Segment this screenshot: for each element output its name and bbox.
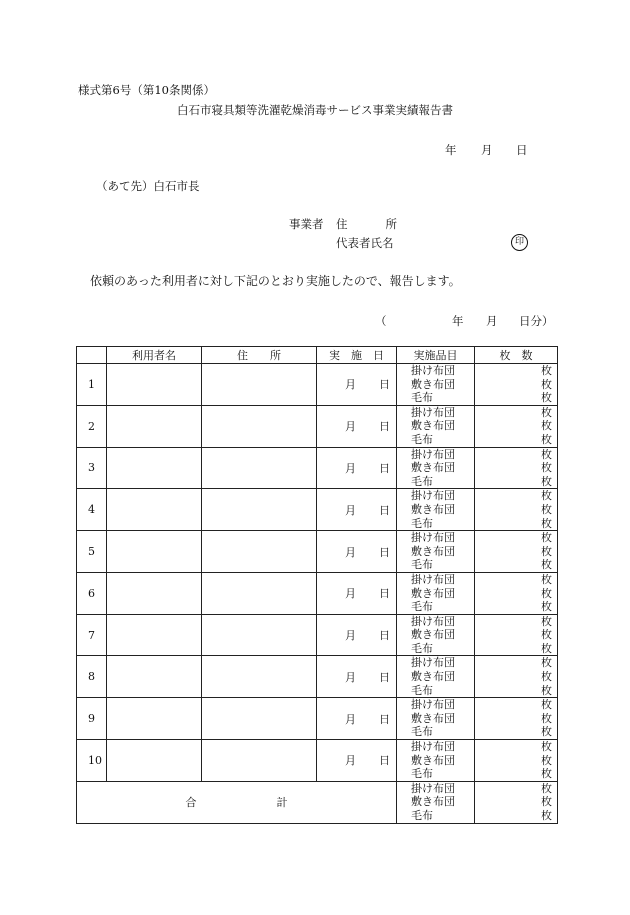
item-comforter: 掛け布団 [411, 740, 455, 754]
address-cell[interactable] [202, 740, 317, 782]
count-unit: 枚 [541, 586, 552, 600]
items-cell [397, 614, 475, 656]
date-day-label: 日 [516, 143, 528, 157]
day-label: 日 [379, 754, 390, 768]
item-comforter: 掛け布団 [411, 656, 455, 670]
row-number: 3 [77, 447, 107, 489]
count-unit: 枚 [541, 767, 552, 781]
address-cell[interactable] [202, 447, 317, 489]
address-cell[interactable] [202, 489, 317, 531]
item-blanket: 毛布 [411, 558, 433, 572]
date-cell[interactable] [317, 614, 397, 656]
day-label: 日 [379, 712, 390, 726]
row-number: 2 [77, 405, 107, 447]
col-header-date: 実 施 日 [317, 347, 397, 364]
item-comforter: 掛け布団 [411, 698, 455, 712]
address-cell[interactable] [202, 698, 317, 740]
table-row [77, 405, 558, 447]
item-comforter: 掛け布団 [411, 614, 455, 628]
item-comforter: 掛け布団 [411, 447, 455, 461]
col-header-count: 枚 数 [475, 347, 558, 364]
address-cell[interactable] [202, 572, 317, 614]
count-cell[interactable] [475, 781, 558, 823]
user-name-cell[interactable] [107, 740, 202, 782]
table-row [77, 489, 558, 531]
total-label [77, 781, 397, 823]
items-cell [397, 364, 475, 406]
count-cell[interactable] [475, 740, 558, 782]
count-unit: 枚 [541, 781, 552, 795]
count-cell[interactable] [475, 656, 558, 698]
item-blanket: 毛布 [411, 809, 433, 822]
item-comforter: 掛け布団 [411, 531, 455, 545]
item-mattress: 敷き布団 [411, 419, 455, 433]
item-comforter: 掛け布団 [411, 572, 455, 586]
intro-text: 依頼のあった利用者に対し下記のとおり実施したので、報告します。 [90, 274, 461, 288]
item-mattress: 敷き布団 [411, 711, 455, 725]
user-name-cell[interactable] [107, 447, 202, 489]
period-open: （ [375, 314, 387, 328]
count-unit: 枚 [541, 377, 552, 391]
day-label: 日 [379, 420, 390, 434]
item-comforter: 掛け布団 [411, 364, 455, 377]
count-unit: 枚 [541, 641, 552, 655]
day-label: 日 [379, 587, 390, 601]
month-label: 月 [345, 670, 356, 684]
business-address-label [336, 218, 397, 232]
day-label: 日 [379, 629, 390, 643]
count-unit: 枚 [541, 711, 552, 725]
count-cell[interactable] [475, 447, 558, 489]
count-unit: 枚 [541, 614, 552, 628]
count-unit: 枚 [541, 461, 552, 475]
month-label: 月 [345, 461, 356, 475]
count-unit: 枚 [541, 489, 552, 503]
count-unit: 枚 [541, 698, 552, 712]
item-comforter: 掛け布団 [411, 781, 455, 795]
count-unit: 枚 [541, 516, 552, 530]
day-label: 日 [379, 378, 390, 392]
count-unit: 枚 [541, 600, 552, 614]
date-year-label: 年 [445, 143, 457, 157]
items-cell [397, 489, 475, 531]
month-label: 月 [345, 587, 356, 601]
user-name-cell[interactable] [107, 405, 202, 447]
count-unit: 枚 [541, 558, 552, 572]
item-blanket: 毛布 [411, 725, 433, 739]
row-number: 4 [77, 489, 107, 531]
user-name-cell[interactable] [107, 656, 202, 698]
address-cell[interactable] [202, 405, 317, 447]
item-mattress: 敷き布団 [411, 670, 455, 684]
count-unit: 枚 [541, 531, 552, 545]
total-row [77, 781, 558, 823]
item-comforter: 掛け布団 [411, 489, 455, 503]
count-unit: 枚 [541, 419, 552, 433]
item-blanket: 毛布 [411, 683, 433, 697]
addressee: （あて先）白石市長 [96, 179, 200, 193]
month-label: 月 [345, 629, 356, 643]
item-blanket: 毛布 [411, 391, 433, 405]
count-unit: 枚 [541, 447, 552, 461]
period-month-label: 月 [486, 314, 498, 328]
item-blanket: 毛布 [411, 516, 433, 530]
row-number: 5 [77, 531, 107, 573]
user-name-cell[interactable] [107, 489, 202, 531]
col-header-address: 住 所 [202, 347, 317, 364]
table-row [77, 364, 558, 406]
day-label: 日 [379, 503, 390, 517]
count-unit: 枚 [541, 364, 552, 377]
count-unit: 枚 [541, 405, 552, 419]
month-label: 月 [345, 378, 356, 392]
col-header-user-name: 利用者名 [107, 347, 202, 364]
item-comforter: 掛け布団 [411, 405, 455, 419]
date-cell[interactable] [317, 572, 397, 614]
user-name-cell[interactable] [107, 572, 202, 614]
count-unit: 枚 [541, 474, 552, 488]
row-number: 7 [77, 614, 107, 656]
address-cell[interactable] [202, 531, 317, 573]
row-number: 1 [77, 364, 107, 406]
representative-label: 代表者氏名 [336, 236, 394, 250]
total-label-a: 合 [185, 796, 197, 810]
count-cell[interactable] [475, 698, 558, 740]
col-header-number [77, 347, 107, 364]
row-number: 6 [77, 572, 107, 614]
table-row [77, 447, 558, 489]
row-number: 10 [77, 740, 107, 782]
col-header-items: 実施品目 [397, 347, 475, 364]
items-cell [397, 531, 475, 573]
address-label-2: 所 [385, 217, 397, 231]
count-unit: 枚 [541, 432, 552, 446]
date-cell[interactable] [317, 531, 397, 573]
count-unit: 枚 [541, 544, 552, 558]
total-label-b: 計 [276, 796, 288, 810]
items-cell [397, 781, 475, 823]
document-title: 白石市寝具類等洗濯乾燥消毒サービス事業実績報告書 [177, 103, 453, 117]
count-unit: 枚 [541, 795, 552, 809]
count-unit: 枚 [541, 572, 552, 586]
items-cell [397, 698, 475, 740]
table-row [77, 740, 558, 782]
item-mattress: 敷き布団 [411, 753, 455, 767]
count-unit: 枚 [541, 628, 552, 642]
item-blanket: 毛布 [411, 600, 433, 614]
items-cell [397, 572, 475, 614]
period-day-label: 日分） [519, 314, 554, 328]
table-row [77, 572, 558, 614]
address-label-1: 住 [336, 217, 348, 231]
item-blanket: 毛布 [411, 641, 433, 655]
report-table [76, 346, 558, 824]
row-number: 8 [77, 656, 107, 698]
date-cell[interactable] [317, 364, 397, 406]
month-label: 月 [345, 754, 356, 768]
date-cell[interactable] [317, 656, 397, 698]
day-label: 日 [379, 670, 390, 684]
date-cell[interactable] [317, 489, 397, 531]
count-cell[interactable] [475, 405, 558, 447]
count-unit: 枚 [541, 656, 552, 670]
address-cell[interactable] [202, 364, 317, 406]
month-label: 月 [345, 712, 356, 726]
user-name-cell[interactable] [107, 614, 202, 656]
table-row [77, 531, 558, 573]
seal-mark: 印 [511, 234, 528, 251]
items-cell [397, 405, 475, 447]
date-cell[interactable] [317, 447, 397, 489]
count-unit: 枚 [541, 670, 552, 684]
address-cell[interactable] [202, 614, 317, 656]
day-label: 日 [379, 545, 390, 559]
item-mattress: 敷き布団 [411, 586, 455, 600]
form-number: 様式第6号（第10条関係） [78, 83, 215, 97]
table-row [77, 656, 558, 698]
date-month-label: 月 [481, 143, 493, 157]
item-mattress: 敷き布団 [411, 544, 455, 558]
item-mattress: 敷き布団 [411, 795, 455, 809]
item-mattress: 敷き布団 [411, 461, 455, 475]
month-label: 月 [345, 503, 356, 517]
item-blanket: 毛布 [411, 474, 433, 488]
count-cell[interactable] [475, 489, 558, 531]
count-unit: 枚 [541, 683, 552, 697]
count-unit: 枚 [541, 391, 552, 405]
item-mattress: 敷き布団 [411, 628, 455, 642]
count-unit: 枚 [541, 740, 552, 754]
count-cell[interactable] [475, 614, 558, 656]
address-cell[interactable] [202, 656, 317, 698]
user-name-cell[interactable] [107, 364, 202, 406]
count-unit: 枚 [541, 753, 552, 767]
day-label: 日 [379, 461, 390, 475]
month-label: 月 [345, 420, 356, 434]
user-name-cell[interactable] [107, 698, 202, 740]
business-label: 事業者 [289, 217, 324, 231]
item-blanket: 毛布 [411, 432, 433, 446]
date-cell[interactable] [317, 698, 397, 740]
count-unit: 枚 [541, 502, 552, 516]
items-cell [397, 447, 475, 489]
user-name-cell[interactable] [107, 531, 202, 573]
count-unit: 枚 [541, 809, 552, 822]
table-header-row [77, 347, 558, 364]
item-mattress: 敷き布団 [411, 377, 455, 391]
table-row [77, 614, 558, 656]
date-cell[interactable] [317, 740, 397, 782]
count-cell[interactable] [475, 572, 558, 614]
row-number: 9 [77, 698, 107, 740]
items-cell [397, 740, 475, 782]
table-row [77, 698, 558, 740]
month-label: 月 [345, 545, 356, 559]
count-unit: 枚 [541, 725, 552, 739]
count-cell[interactable] [475, 364, 558, 406]
items-cell [397, 656, 475, 698]
date-cell[interactable] [317, 405, 397, 447]
item-blanket: 毛布 [411, 767, 433, 781]
period-year-label: 年 [452, 314, 464, 328]
count-cell[interactable] [475, 531, 558, 573]
item-mattress: 敷き布団 [411, 502, 455, 516]
